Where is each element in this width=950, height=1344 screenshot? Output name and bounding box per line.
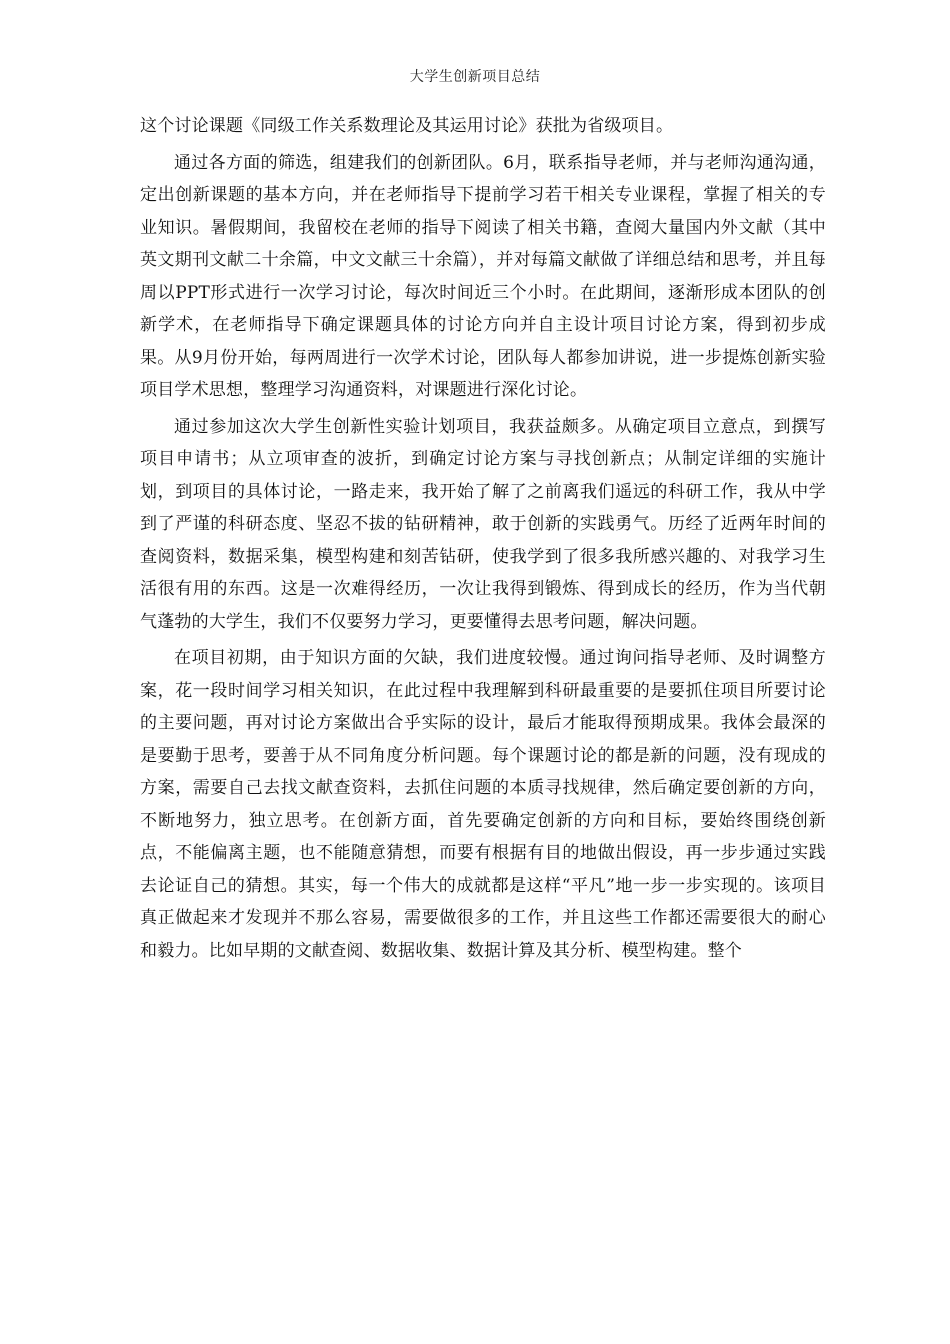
paragraph-continuation: 这个讨论课题《同级工作关系数理论及其运用讨论》获批为省级项目。 xyxy=(140,116,674,136)
paragraph-team-formation: 通过各方面的筛选，组建我们的创新团队。6月，联系指导老师，并与老师沟通沟通，定出创新课题的基本方向，并在老师指导下提前学习若干相关专业课程，掌握了相关的专业知识。暑假期间，我留校在老师的指导下阅读了相关书籍，查阅大量国内外文献（其中英文期刊文献二十余篇，中文文献三十余篇），并对每篇文献做了详细总结和思考，并且每周以PPT形式进行一次学习讨论，每次时间近三个小时。在此期间，逐渐形成本团队的创新学术，在老师指导下确定课题具体的讨论方向并自主设计项目讨论方案，得到初步成果。从9月份开始，每两周进行一次学术讨论，团队每人都参加讲说，进一步提炼创新实验项目学术思想，整理学习沟通资料，对课题进行深化讨论。 xyxy=(140,152,826,400)
running-header: 大学生创新项目总结 xyxy=(409,69,541,85)
paragraph-project-gains: 通过参加这次大学生创新性实验计划项目，我获益颇多。从确定项目立意点，到撰写项目申请书；从立项审查的波折，到确定讨论方案与寻找创新点；从制定详细的实施计划，到项目的具体讨论，一路走来，我开始了解了之前离我们遥远的科研工作，我从中学到了严谨的科研态度、坚忍不拔的钻研精神，敢于创新的实践勇气。历经了近两年时间的查阅资料，数据采集，模型构建和刻苦钻研，使我学到了很多我所感兴趣的、对我学习生活很有用的东西。这是一次难得经历，一次让我得到锻炼、得到成长的经历，作为当代朝气蓬勃的大学生，我们不仅要努力学习，更要懂得去思考问题，解决问题。 xyxy=(140,416,826,632)
paragraph-early-stage: 在项目初期，由于知识方面的欠缺，我们进度较慢。通过询问指导老师、及时调整方案，花一段时间学习相关知识，在此过程中我理解到科研最重要的是要抓住项目所要讨论的主要问题，再对讨论方案做出合乎实际的设计，最后才能取得预期成果。我体会最深的是要勤于思考，要善于从不同角度分析问题。每个课题讨论的都是新的问题，没有现成的方案，需要自己去找文献查资料，去抓住问题的本质寻找规律，然后确定要创新的方向，不断地努力，独立思考。在创新方面，首先要确定创新的方向和目标，要始终围绕创新点，不能偏离主题，也不能随意猜想，而要有根据有目的地做出假设，再一步步通过实践去论证自己的猜想。其实，每一个伟大的成就都是这样“平凡”地一步一步实现的。该项目真正做起来才发现并不那么容易，需要做很多的工作，并且这些工作都还需要很大的耐心和毅力。比如早期的文献查阅、数据收集、数据计算及其分析、模型构建。整个 xyxy=(140,648,826,961)
document-body xyxy=(140,110,826,967)
